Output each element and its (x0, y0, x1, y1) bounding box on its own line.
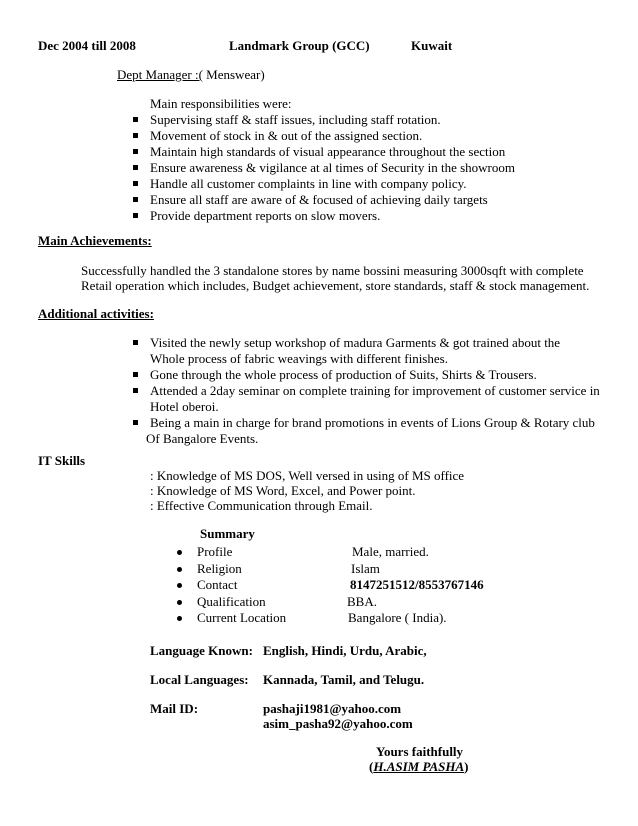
employment-period: Dec 2004 till 2008 (38, 38, 136, 53)
list-item: Maintain high standards of visual appearance throughout the section (150, 144, 515, 160)
additional-activities-heading: Additional activities: (38, 306, 154, 321)
responsibilities-intro: Main responsibilities were: (150, 96, 292, 111)
it-skill-line: : Knowledge of MS DOS, Well versed in using of MS office (150, 468, 465, 483)
square-bullet-icon (133, 197, 138, 202)
mail-id-label: Mail ID: (150, 701, 199, 716)
summary-value: Bangalore ( India). (348, 610, 447, 625)
activities-list (146, 335, 600, 447)
achievements-heading: Main Achievements: (38, 233, 152, 248)
list-item: Gone through the whole process of production of Suits, Shirts & Trousers. (150, 367, 600, 383)
email-address: asim_pasha92@yahoo.com (263, 716, 413, 731)
round-bullet-icon (177, 600, 182, 605)
job-title (117, 67, 265, 83)
list-item: Provide department reports on slow movers. (150, 208, 515, 224)
summary-label: Religion (197, 560, 242, 576)
it-skill-line: : Effective Communication through Email. (150, 498, 373, 513)
square-bullet-icon (133, 165, 138, 170)
round-bullet-icon (177, 583, 182, 588)
summary-row (197, 593, 377, 611)
summary-value: Islam (351, 560, 380, 576)
summary-value: 8147251512/8553767146 (350, 577, 484, 592)
list-item-continuation: Of Bangalore Events. (146, 431, 259, 446)
employment-location: Kuwait (411, 38, 453, 53)
it-skill-line: : Knowledge of MS Word, Excel, and Power point. (150, 483, 416, 498)
summary-list (197, 544, 484, 627)
summary-row (197, 560, 380, 578)
square-bullet-icon (133, 181, 138, 186)
list-item: Ensure awareness & vigilance at al times of Security in the showroom (150, 160, 515, 176)
square-bullet-icon (133, 420, 138, 425)
summary-value: BBA. (347, 593, 377, 609)
it-skills-heading: IT Skills (38, 453, 86, 468)
list-item: Ensure all staff are aware of & focused of achieving daily targets (150, 192, 515, 208)
email-address: pashaji1981@yahoo.com (263, 701, 402, 716)
list-item: Movement of stock in & out of the assigned section. (150, 128, 515, 144)
square-bullet-icon (133, 133, 138, 138)
language-known-label: Language Known: (150, 643, 253, 658)
summary-label: Qualification (197, 593, 266, 609)
square-bullet-icon (133, 372, 138, 377)
list-item: Supervising staff & staff issues, including staff rotation. (150, 112, 515, 128)
summary-row (197, 544, 429, 561)
language-known-value: English, Hindi, Urdu, Arabic, (263, 643, 427, 658)
summary-row (197, 610, 447, 627)
employer-name: Landmark Group (GCC) (229, 38, 370, 53)
round-bullet-icon (177, 567, 182, 572)
list-item-continuation: Whole process of fabric weavings with different finishes. (150, 351, 448, 366)
signature-name: (H.ASIM PASHA) (369, 759, 469, 774)
round-bullet-icon (177, 550, 182, 555)
summary-label: Contact (197, 577, 238, 592)
summary-value: Male, married. (352, 544, 429, 559)
square-bullet-icon (133, 340, 138, 345)
summary-label: Profile (197, 544, 233, 559)
round-bullet-icon (177, 616, 182, 621)
list-item: Attended a 2day seminar on complete training for improvement of customer service in (150, 383, 600, 399)
list-item: Visited the newly setup workshop of madura Garments & got trained about the (150, 335, 600, 351)
square-bullet-icon (133, 117, 138, 122)
square-bullet-icon (133, 388, 138, 393)
list-item: Being a main in charge for brand promotions in events of Lions Group & Rotary club (150, 415, 600, 431)
job-title-underlined: Dept Manager :( (117, 67, 203, 82)
square-bullet-icon (133, 149, 138, 154)
responsibilities-list (150, 112, 515, 224)
achievements-line: Retail operation which includes, Budget achievement, store standards, staff & stock management. (81, 278, 590, 293)
summary-heading: Summary (200, 526, 255, 541)
summary-label: Current Location (197, 610, 287, 625)
list-item: Handle all customer complaints in line with company policy. (150, 176, 515, 192)
achievements-line: Successfully handled the 3 standalone stores by name bossini measuring 3000sqft with complete (81, 263, 584, 278)
local-languages-value: Kannada, Tamil, and Telugu. (263, 672, 425, 687)
square-bullet-icon (133, 213, 138, 218)
closing-text: Yours faithfully (376, 744, 464, 759)
job-title-rest: Menswear) (202, 67, 265, 82)
local-languages-label: Local Languages: (150, 672, 249, 687)
signatory-name: H.ASIM PASHA (373, 759, 465, 774)
summary-row (197, 577, 484, 594)
list-item-continuation: Hotel oberoi. (150, 399, 219, 414)
